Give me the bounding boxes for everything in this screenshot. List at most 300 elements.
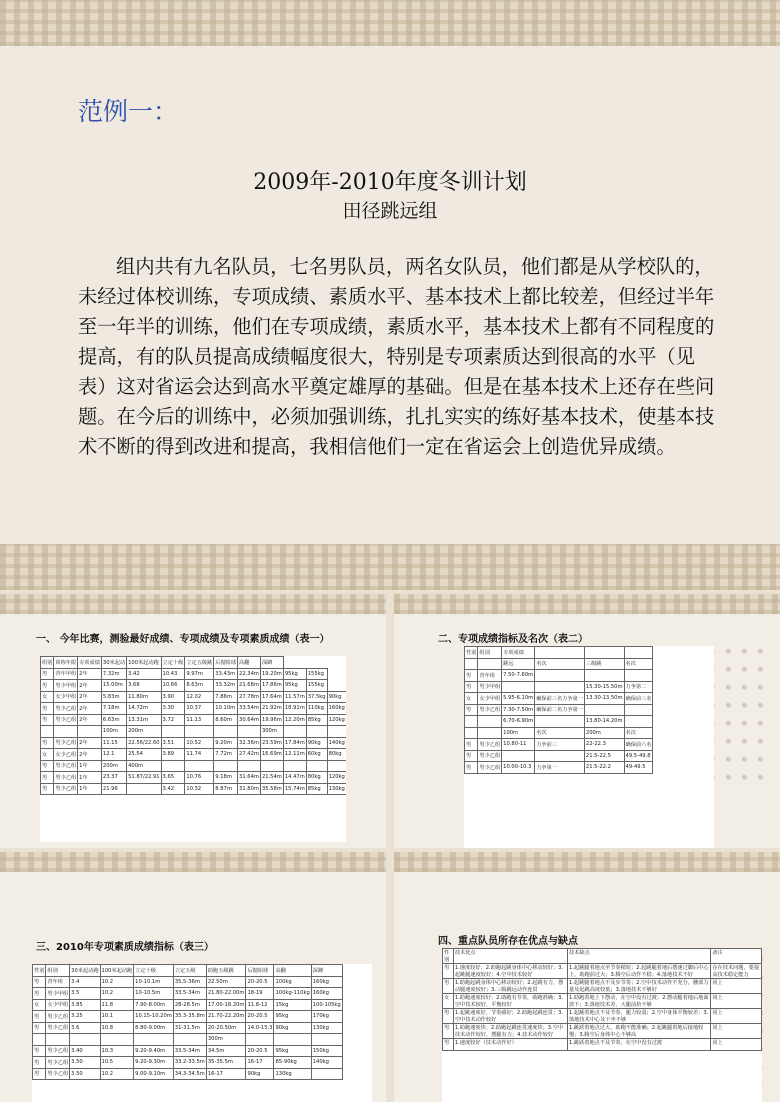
table-row bbox=[33, 1057, 343, 1069]
table-cell: 9.20-9.30m bbox=[134, 1057, 174, 1069]
table-cell: 1.助跑速度较好；2.助跑有节奏，助跑准确；3.空中技术较好，平衡较好 bbox=[453, 994, 567, 1009]
table-cell: 男少乙组 bbox=[46, 1045, 70, 1057]
table-cell: 1.助跑起跳身体中心移动较好；2.起跳有力，摆动腿速度较好；3.三级跳远动作连贯 bbox=[453, 979, 567, 994]
table-cell: 12.20m bbox=[283, 714, 306, 726]
table-cell bbox=[535, 750, 585, 762]
table-cell: 35-35.5m bbox=[206, 1057, 246, 1069]
table-cell bbox=[78, 726, 102, 738]
table-cell: 1.起跳腿着地点至节奏稍短；2.起跳腿着地后摆速过脚后中心上，助跑前过大；3.腾空后动作不稳；4.落地技术不好 bbox=[567, 964, 710, 979]
table-cell: 男 bbox=[465, 681, 478, 693]
table-cell: 10.43 bbox=[161, 668, 185, 680]
table-cell: 20-20.5 bbox=[246, 1011, 274, 1023]
table-row bbox=[465, 693, 653, 705]
table-cell: 17.64m bbox=[260, 691, 283, 703]
table-cell: 男少乙组 bbox=[478, 762, 502, 774]
table-cell: 21.70-22.20m bbox=[206, 1011, 246, 1023]
table-cell: 60kg bbox=[306, 749, 327, 761]
table-cell: 2年 bbox=[78, 680, 102, 692]
table-cell: 11.74 bbox=[185, 749, 214, 761]
table-row bbox=[33, 1022, 343, 1034]
table2-container bbox=[464, 646, 714, 848]
table-row bbox=[465, 762, 653, 774]
table-cell: 130kg bbox=[311, 1022, 342, 1034]
table-cell: 19.96m bbox=[260, 714, 283, 726]
table-cell: 男 bbox=[41, 668, 54, 680]
table-row bbox=[465, 658, 653, 670]
table-cell: 3.50 bbox=[70, 1057, 100, 1069]
table-cell bbox=[478, 727, 502, 739]
table-row bbox=[465, 727, 653, 739]
table3-title: 三、2010年专项素质成绩指标（表三） bbox=[36, 942, 214, 953]
table-row bbox=[443, 994, 762, 1009]
table-cell bbox=[100, 1034, 134, 1046]
table-cell: 7.90-8.00m bbox=[134, 999, 174, 1011]
table-cell: 男少甲组 bbox=[478, 681, 502, 693]
table-cell: 男 bbox=[41, 772, 54, 784]
table-cell: 20-20.50m bbox=[206, 1022, 246, 1034]
table-cell: 10.2 bbox=[100, 1068, 134, 1080]
table-cell: 女少甲组 bbox=[54, 691, 78, 703]
table-cell: 后抛铅球 bbox=[214, 657, 238, 669]
table-cell: 高翻 bbox=[238, 657, 261, 669]
table-cell: 17.00-18.20m bbox=[206, 999, 246, 1011]
table-cell: 170kg bbox=[311, 1011, 342, 1023]
table-cell: 12.1 bbox=[101, 749, 126, 761]
table-cell bbox=[502, 750, 535, 762]
table-cell: 11.80m bbox=[127, 691, 161, 703]
table-cell: 95kg bbox=[274, 1045, 311, 1057]
table-cell bbox=[306, 726, 327, 738]
table-cell: 男 bbox=[443, 1009, 454, 1024]
table-cell: 15kg bbox=[274, 999, 311, 1011]
table-cell: 1.跳跃着地点过大，助跑不能准确；2.起跳腿着地后接地较慢；3.腾空后身体中心不够高 bbox=[567, 1024, 710, 1039]
table-cell: 11.13 bbox=[185, 714, 214, 726]
slide-table-3 bbox=[0, 852, 386, 1102]
table-cell: 3.30 bbox=[161, 703, 185, 715]
table-cell: 11.57m bbox=[283, 691, 306, 703]
table-cell bbox=[311, 1068, 342, 1080]
table-cell: 49-49.5 bbox=[624, 762, 653, 774]
table-cell: 男少乙组 bbox=[478, 750, 502, 762]
table-cell: 男 bbox=[33, 1057, 46, 1069]
table-cell: 技术优点 bbox=[453, 949, 567, 964]
table-cell: 男 bbox=[33, 988, 46, 1000]
table-cell: 200m bbox=[101, 760, 126, 772]
table-cell: 10.2 bbox=[100, 976, 134, 988]
table-cell: 155kg bbox=[306, 680, 327, 692]
table-cell: 35.58m bbox=[260, 783, 283, 795]
table-cell: 12.11m bbox=[283, 749, 306, 761]
table-cell: 110kg bbox=[306, 703, 327, 715]
table-cell: 18-19 bbox=[246, 988, 274, 1000]
table-row bbox=[41, 668, 347, 680]
table-cell: 160kg bbox=[311, 988, 342, 1000]
table-cell: 33.5-34m bbox=[173, 988, 206, 1000]
table-cell: 11.15 bbox=[101, 737, 126, 749]
table-cell: 力争前三 bbox=[535, 739, 585, 751]
table-cell bbox=[465, 727, 478, 739]
table-row bbox=[443, 1024, 762, 1039]
table-cell: 后抛铅球 bbox=[246, 965, 274, 977]
table-cell: 23.59m bbox=[260, 737, 283, 749]
table-cell: 男少乙组 bbox=[54, 772, 78, 784]
table-row bbox=[41, 680, 347, 692]
table-cell: 2年 bbox=[78, 703, 102, 715]
table-cell: 85-90kg bbox=[274, 1057, 311, 1069]
table-cell bbox=[185, 760, 214, 772]
table-cell bbox=[161, 760, 185, 772]
table-cell bbox=[311, 1034, 342, 1046]
table-cell: 17.86m bbox=[260, 680, 283, 692]
table-cell: 男 bbox=[443, 1024, 454, 1039]
slide-border bbox=[0, 852, 386, 872]
plan-subtitle: 田径跳远组 bbox=[342, 200, 438, 222]
table-cell: 3.50 bbox=[70, 1068, 100, 1080]
table-cell: 20-20.5 bbox=[246, 976, 274, 988]
table-cell: 9.20-9.40m bbox=[134, 1045, 174, 1057]
table-cell: 深蹲 bbox=[260, 657, 283, 669]
table-cell bbox=[624, 704, 653, 716]
table-row bbox=[465, 647, 653, 659]
table-cell: 男 bbox=[41, 760, 54, 772]
table-cell: 10.76 bbox=[185, 772, 214, 784]
table2 bbox=[464, 646, 653, 774]
table-cell: 1.助跑速度快；2.助跑起跳连贯速度快；3.空中技术动作较好，摆腿有力；4.技术动作较好 bbox=[453, 1024, 567, 1039]
table-cell: 49.5-49.8 bbox=[624, 750, 653, 762]
table-cell: 130kg bbox=[327, 783, 346, 795]
table-cell bbox=[161, 726, 185, 738]
table-row bbox=[33, 1045, 343, 1057]
table-row bbox=[465, 681, 653, 693]
table-cell: 1.起跳速度好，节奏感好；2.助跑起跳连贯；3.空中技术动作较好 bbox=[453, 1009, 567, 1024]
table-cell: 1年 bbox=[78, 772, 102, 784]
table-cell bbox=[478, 658, 502, 670]
table-cell: 女 bbox=[41, 691, 54, 703]
table-cell: 三级跳 bbox=[584, 658, 624, 670]
table-cell: 男 bbox=[465, 704, 478, 716]
table-cell bbox=[283, 760, 306, 772]
table-cell: 10.00-10.3 bbox=[502, 762, 535, 774]
table4-container bbox=[442, 948, 762, 1102]
table-cell: 19.20m bbox=[260, 668, 283, 680]
table-cell bbox=[535, 681, 585, 693]
table-cell bbox=[584, 647, 624, 659]
table-cell: 确保前三名 bbox=[624, 693, 653, 705]
table-cell: 200m bbox=[127, 726, 161, 738]
table-row bbox=[41, 726, 347, 738]
table-cell: 女 bbox=[33, 999, 46, 1011]
table-cell: 21.5-22.2 bbox=[584, 762, 624, 774]
table-cell: 21.68m bbox=[238, 680, 261, 692]
table3-container bbox=[32, 964, 372, 1102]
table-cell: 组别 bbox=[41, 657, 54, 669]
table-cell: 男少乙组 bbox=[54, 760, 78, 772]
table-cell: 120kg bbox=[327, 714, 346, 726]
table-cell: 10.15-10.20m bbox=[134, 1011, 174, 1023]
table-cell: 同上 bbox=[711, 1009, 762, 1024]
table-cell: 23.37 bbox=[101, 772, 126, 784]
table-cell: 立定十级 bbox=[134, 965, 174, 977]
table-cell: 30.64m bbox=[238, 714, 261, 726]
table-cell: 名次 bbox=[535, 727, 585, 739]
table-row bbox=[41, 691, 347, 703]
table-cell: 95kg bbox=[274, 1011, 311, 1023]
table-row bbox=[33, 1034, 343, 1046]
table-cell: 15.00m bbox=[101, 680, 126, 692]
table-cell: 95kg bbox=[283, 680, 306, 692]
table-cell: 51.87/22.91 bbox=[127, 772, 161, 784]
table-cell: 10.66 bbox=[161, 680, 185, 692]
table-cell: 32.36m bbox=[238, 737, 261, 749]
table-cell: 助跑五级跳 bbox=[206, 965, 246, 977]
table-cell: 21.96 bbox=[101, 783, 126, 795]
table-row bbox=[41, 749, 347, 761]
table-cell: 160kg bbox=[327, 703, 346, 715]
table-cell: 9.18m bbox=[214, 772, 238, 784]
table-cell: 同上 bbox=[711, 1039, 762, 1051]
table-cell: 18.91m bbox=[283, 703, 306, 715]
table-cell: 名次 bbox=[624, 658, 653, 670]
table-cell bbox=[260, 760, 283, 772]
table-cell: 140kg bbox=[327, 737, 346, 749]
plan-title: 2009年-2010年度冬训计划 bbox=[253, 170, 527, 195]
table-row bbox=[33, 1068, 343, 1080]
table-cell: 16.69m bbox=[260, 749, 283, 761]
table-row bbox=[443, 979, 762, 994]
table-cell: 男 bbox=[33, 1045, 46, 1057]
table-cell bbox=[173, 1034, 206, 1046]
table-cell: 95kg bbox=[283, 668, 306, 680]
table-cell: 10.32 bbox=[185, 783, 214, 795]
table-cell: 男 bbox=[33, 1068, 46, 1080]
table-cell: 同上 bbox=[711, 994, 762, 1009]
table-cell: 9.97m bbox=[185, 668, 214, 680]
table-cell bbox=[283, 726, 306, 738]
table-cell: 男 bbox=[33, 1011, 46, 1023]
table-cell: 1.速度较好；2.助跑起跳身体中心移动较好；3.起跳腿速度较好；4.空中技术较好 bbox=[453, 964, 567, 979]
table1-container bbox=[40, 656, 346, 842]
table-cell: 2年 bbox=[78, 668, 102, 680]
table-cell: 33.43m bbox=[214, 668, 238, 680]
slide-border bbox=[394, 594, 780, 614]
table-cell: 10.80-11 bbox=[502, 739, 535, 751]
table-cell bbox=[327, 726, 346, 738]
table-cell bbox=[185, 726, 214, 738]
table-cell: 男少甲组 bbox=[54, 680, 78, 692]
table-cell: 男少乙组 bbox=[54, 737, 78, 749]
table-cell: 200m bbox=[584, 727, 624, 739]
table-cell bbox=[238, 760, 261, 772]
table-cell: 11.8-12 bbox=[246, 999, 274, 1011]
table-cell: 2年 bbox=[78, 749, 102, 761]
table-cell: 名次 bbox=[535, 658, 585, 670]
table-cell: 男少乙组 bbox=[54, 714, 78, 726]
table-cell: 8.80-9.00m bbox=[134, 1022, 174, 1034]
table-cell: 青年甲组 bbox=[54, 668, 78, 680]
slide-table-4 bbox=[394, 852, 780, 1102]
table-cell: 16-17 bbox=[206, 1068, 246, 1080]
table-cell: 10.1 bbox=[100, 1011, 134, 1023]
table-cell: 3.6 bbox=[70, 1022, 100, 1034]
table-cell: 8.87m bbox=[214, 783, 238, 795]
table-cell: 男 bbox=[41, 680, 54, 692]
table-cell: 90kg bbox=[246, 1068, 274, 1080]
table-cell: 男 bbox=[443, 964, 454, 979]
table-cell: 13.30-13.50m bbox=[584, 693, 624, 705]
table-cell bbox=[214, 726, 238, 738]
table-cell: 确保前三名力争第一 bbox=[535, 693, 585, 705]
table-cell: 155kg bbox=[306, 668, 327, 680]
table-row bbox=[41, 657, 347, 669]
table-cell: 女 bbox=[465, 693, 478, 705]
table-cell: 高翻 bbox=[274, 965, 311, 977]
table-cell: 8.63m bbox=[185, 680, 214, 692]
table-cell: 25.54 bbox=[127, 749, 161, 761]
table-cell: 100米起动跑 bbox=[100, 965, 134, 977]
table-cell: 22.34m bbox=[238, 668, 261, 680]
table-cell: 7.30-7.50m bbox=[502, 704, 535, 716]
table-cell: 男 bbox=[465, 750, 478, 762]
table-cell: 300m bbox=[206, 1034, 246, 1046]
table-cell: 14.0-15.3 bbox=[246, 1022, 274, 1034]
table-cell: 15.74m bbox=[283, 783, 306, 795]
table-row bbox=[33, 988, 343, 1000]
table-cell: 组别 bbox=[46, 965, 70, 977]
table-cell bbox=[478, 716, 502, 728]
table-row bbox=[443, 964, 762, 979]
table-cell: 6.70-6.90m bbox=[502, 716, 535, 728]
table-row bbox=[465, 716, 653, 728]
table-cell: 3.68 bbox=[127, 680, 161, 692]
table3 bbox=[32, 964, 343, 1080]
table-cell: 男 bbox=[33, 1022, 46, 1034]
table-cell: 性别 bbox=[33, 965, 46, 977]
table-cell: 1.起跳着地点不及节奏，腿力较弱；2.空中身体平衡较差；3.落地技术中心及下坐不够 bbox=[567, 1009, 710, 1024]
table-cell: 140kg bbox=[311, 1057, 342, 1069]
table-cell: 400m bbox=[127, 760, 161, 772]
table-row bbox=[443, 1009, 762, 1024]
table-cell: 男少乙组 bbox=[478, 704, 502, 716]
table-row bbox=[465, 750, 653, 762]
table-cell bbox=[327, 760, 346, 772]
table-cell: 男少乙组 bbox=[54, 703, 78, 715]
table-cell: 27.42m bbox=[238, 749, 261, 761]
table-cell bbox=[306, 760, 327, 772]
bottom-ornamental-border bbox=[0, 544, 780, 590]
table-cell: 120kg bbox=[327, 772, 346, 784]
table-cell: 10-10.1m bbox=[134, 976, 174, 988]
table-cell: 专项成绩 bbox=[502, 647, 535, 659]
table-cell: 青年组 bbox=[46, 976, 70, 988]
table-cell: 16-17 bbox=[246, 1057, 274, 1069]
plan-body-paragraph: 组内共有九名队员，七名男队员，两名女队员，他们都是从学校队的，未经过体校训练，专项成绩、素质水平、基本技术上都比较差，但经过半年至一年半的训练，他们在专项成绩，素质水平，基本技术上都有不同程度的提高，有的队员提高成绩幅度很大，特别是专项素质达到很高的水平（见表）这对省运会达到高水平奠定雄厚的基础。但是在基本技术上还存在些问题。在今后的训练中，必须加强训练，扎扎实实的练好基本技术，使基本技术不断的得到改进和提高，我相信他们一定在省运会上创造优异成绩。 bbox=[78, 255, 715, 458]
table-cell: 27.78m bbox=[238, 691, 261, 703]
table-cell: 1年 bbox=[78, 783, 102, 795]
table-cell: 33.5-34m bbox=[173, 1045, 206, 1057]
table-cell: 确保前六名 bbox=[624, 739, 653, 751]
table-cell: 男 bbox=[465, 670, 478, 682]
table-cell: 男少乙组 bbox=[478, 739, 502, 751]
table-cell bbox=[465, 658, 478, 670]
table-row bbox=[465, 704, 653, 716]
table-cell: 力争第二 bbox=[624, 681, 653, 693]
table-cell: 150kg bbox=[311, 1045, 342, 1057]
table-cell: 2年 bbox=[78, 737, 102, 749]
table-cell: 130kg bbox=[274, 1068, 311, 1080]
table-cell: 33.54m bbox=[238, 703, 261, 715]
table-cell: 14.72m bbox=[127, 703, 161, 715]
table-cell: 10.8 bbox=[100, 1022, 134, 1034]
table-row bbox=[41, 703, 347, 715]
table-cell: 13.80-14.20m bbox=[584, 716, 624, 728]
top-ornamental-border bbox=[0, 0, 780, 46]
table-cell: 30米起动跑 bbox=[70, 965, 100, 977]
slide-border bbox=[0, 594, 386, 614]
table-cell: 13.31m bbox=[127, 714, 161, 726]
table-cell bbox=[624, 647, 653, 659]
table-cell: 男少乙组 bbox=[46, 1011, 70, 1023]
table-cell: 3.40 bbox=[70, 1045, 100, 1057]
table-cell: 青年组 bbox=[478, 670, 502, 682]
table-row bbox=[33, 999, 343, 1011]
table-cell: 3.65 bbox=[161, 772, 185, 784]
table-cell: 85kg bbox=[306, 714, 327, 726]
table-cell: 28-28.5m bbox=[173, 999, 206, 1011]
table-cell: 14.47m bbox=[283, 772, 306, 784]
table-cell bbox=[274, 1034, 311, 1046]
table-cell: 100米起动跑 bbox=[127, 657, 161, 669]
table-cell bbox=[624, 670, 653, 682]
table-cell: 3.90 bbox=[161, 691, 185, 703]
table-cell bbox=[246, 1034, 274, 1046]
table-cell: 男 bbox=[33, 976, 46, 988]
table-cell: 37.5kg bbox=[306, 691, 327, 703]
table-cell bbox=[465, 716, 478, 728]
table-cell: 10.52 bbox=[185, 737, 214, 749]
table-cell: 男少乙组 bbox=[46, 1057, 70, 1069]
table-cell: 确保前二名力争第一 bbox=[535, 704, 585, 716]
table-cell bbox=[535, 716, 585, 728]
table-cell: 3.42 bbox=[127, 668, 161, 680]
table-cell bbox=[624, 716, 653, 728]
table-cell: 90kg bbox=[327, 691, 346, 703]
table-cell: 12.02 bbox=[185, 691, 214, 703]
table-cell: 21.54m bbox=[260, 772, 283, 784]
table-cell: 7.50-7.60m bbox=[502, 670, 535, 682]
table-cell: 31.80m bbox=[238, 783, 261, 795]
table-cell: 3.72 bbox=[161, 714, 185, 726]
table-cell: 女 bbox=[443, 994, 454, 1009]
table-cell: 技术缺点 bbox=[567, 949, 710, 964]
table-cell: 同上 bbox=[711, 979, 762, 994]
table-cell: 女少甲组 bbox=[478, 693, 502, 705]
table-row bbox=[33, 1011, 343, 1023]
table-cell: 10.10m bbox=[214, 703, 238, 715]
table-cell: 90kg bbox=[274, 1022, 311, 1034]
table-cell: 8.60m bbox=[214, 714, 238, 726]
table-cell: 35.5-36m bbox=[173, 976, 206, 988]
table-cell: 21.92m bbox=[260, 703, 283, 715]
table-row bbox=[443, 1039, 762, 1051]
table4 bbox=[442, 948, 762, 1051]
table-cell: 1.起跳腿着地点不及步节奏；2.空中技术动作不充分，腰部力量及起跳高度较低；3.落地技术不够好 bbox=[567, 979, 710, 994]
table-cell: 33.32m bbox=[214, 680, 238, 692]
table-cell: 3.89 bbox=[161, 749, 185, 761]
table-cell: 性别 bbox=[465, 647, 478, 659]
table-cell: 名次 bbox=[624, 727, 653, 739]
table-cell: 深蹲 bbox=[311, 965, 342, 977]
table-cell: 1年 bbox=[78, 760, 102, 772]
